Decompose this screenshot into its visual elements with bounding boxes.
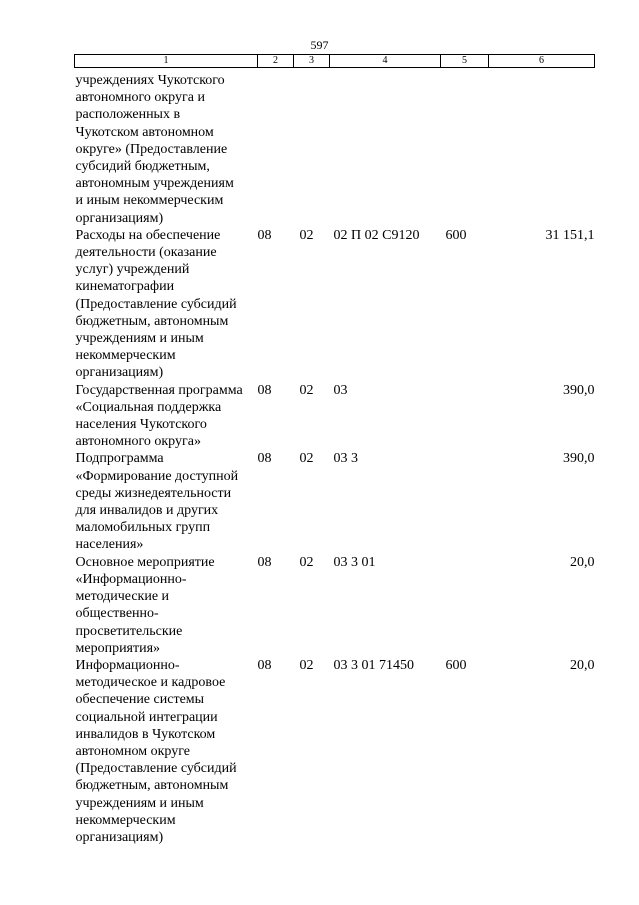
cell-section: 08 — [257, 451, 272, 467]
cell-name: Информационно- методическое и кадровое обеспечение системы социальной интеграции инвалидов в Чукотском автономном округе (Предоставление субсидий бюджетным, автономным учреждениям и иным некоммерческим организациям) — [75, 657, 237, 845]
table-row — [75, 657, 595, 846]
cell-subsection: 02 — [299, 227, 314, 243]
table-row — [75, 450, 595, 553]
cell-section: 08 — [257, 657, 272, 673]
cell-amount: 390,0 — [563, 382, 595, 398]
cell-type — [441, 554, 489, 657]
header-col-target: 4 — [330, 55, 441, 68]
cell-amount: 20,0 — [570, 554, 595, 570]
cell-amount: 390,0 — [563, 451, 595, 467]
cell-type — [441, 382, 489, 451]
table-row — [75, 382, 595, 451]
cell-target: 02 П 02 С9120 — [333, 227, 420, 243]
header-col-name: 1 — [75, 55, 258, 68]
page-number: 597 — [310, 38, 329, 52]
header-col-subsection: 3 — [294, 55, 330, 68]
cell-section: 08 — [257, 382, 272, 398]
cell-type — [441, 68, 489, 227]
cell-name: Государственная программа «Социальная поддержка населения Чукотского автономного округа» — [75, 382, 243, 450]
cell-amount: 20,0 — [570, 657, 595, 673]
cell-section: 08 — [257, 554, 272, 570]
cell-target: 03 3 — [333, 451, 358, 467]
cell-amount: 31 151,1 — [545, 227, 595, 243]
header-col-section: 2 — [258, 55, 294, 68]
table-body — [75, 68, 595, 847]
cell-subsection: 02 — [299, 554, 314, 570]
cell-amount — [489, 68, 595, 227]
header-col-type: 5 — [441, 55, 489, 68]
table-header — [75, 55, 595, 68]
cell-section: 08 — [257, 227, 272, 243]
cell-target: 03 3 01 71450 — [333, 657, 414, 673]
cell-subsection: 02 — [299, 451, 314, 467]
cell-subsection: 02 — [299, 382, 314, 398]
table-row — [75, 68, 595, 227]
budget-table — [74, 54, 595, 846]
table-row — [75, 554, 595, 657]
cell-target — [330, 68, 441, 227]
cell-subsection — [294, 68, 330, 227]
cell-target: 03 — [333, 382, 348, 398]
header-col-amount: 6 — [489, 55, 595, 68]
cell-target: 03 3 01 — [333, 554, 376, 570]
cell-name: Основное мероприятие «Информационно- методические и общественно- просветительские мероприятия» — [75, 554, 215, 656]
cell-type: 600 — [445, 227, 467, 243]
cell-type — [441, 450, 489, 553]
cell-name: Расходы на обеспечение деятельности (оказание услуг) учреждений кинематографии (Предоставление субсидий бюджетным, автономным учреждениям и иным некоммерческим организациям) — [75, 227, 237, 381]
table-row — [75, 227, 595, 382]
cell-name: Подпрограмма «Формирование доступной среды жизнедеятельности для инвалидов и других маломобильных групп населения» — [75, 451, 239, 553]
cell-type: 600 — [445, 657, 467, 673]
header-row — [75, 55, 595, 68]
cell-name: учреждениях Чукотского автономного округа и расположенных в Чукотском автономном округе» (Предоставление субсидий бюджетным, автономным учреждениям и иным некоммерческим организациям) — [75, 73, 234, 226]
cell-subsection: 02 — [299, 657, 314, 673]
cell-section — [258, 68, 294, 227]
